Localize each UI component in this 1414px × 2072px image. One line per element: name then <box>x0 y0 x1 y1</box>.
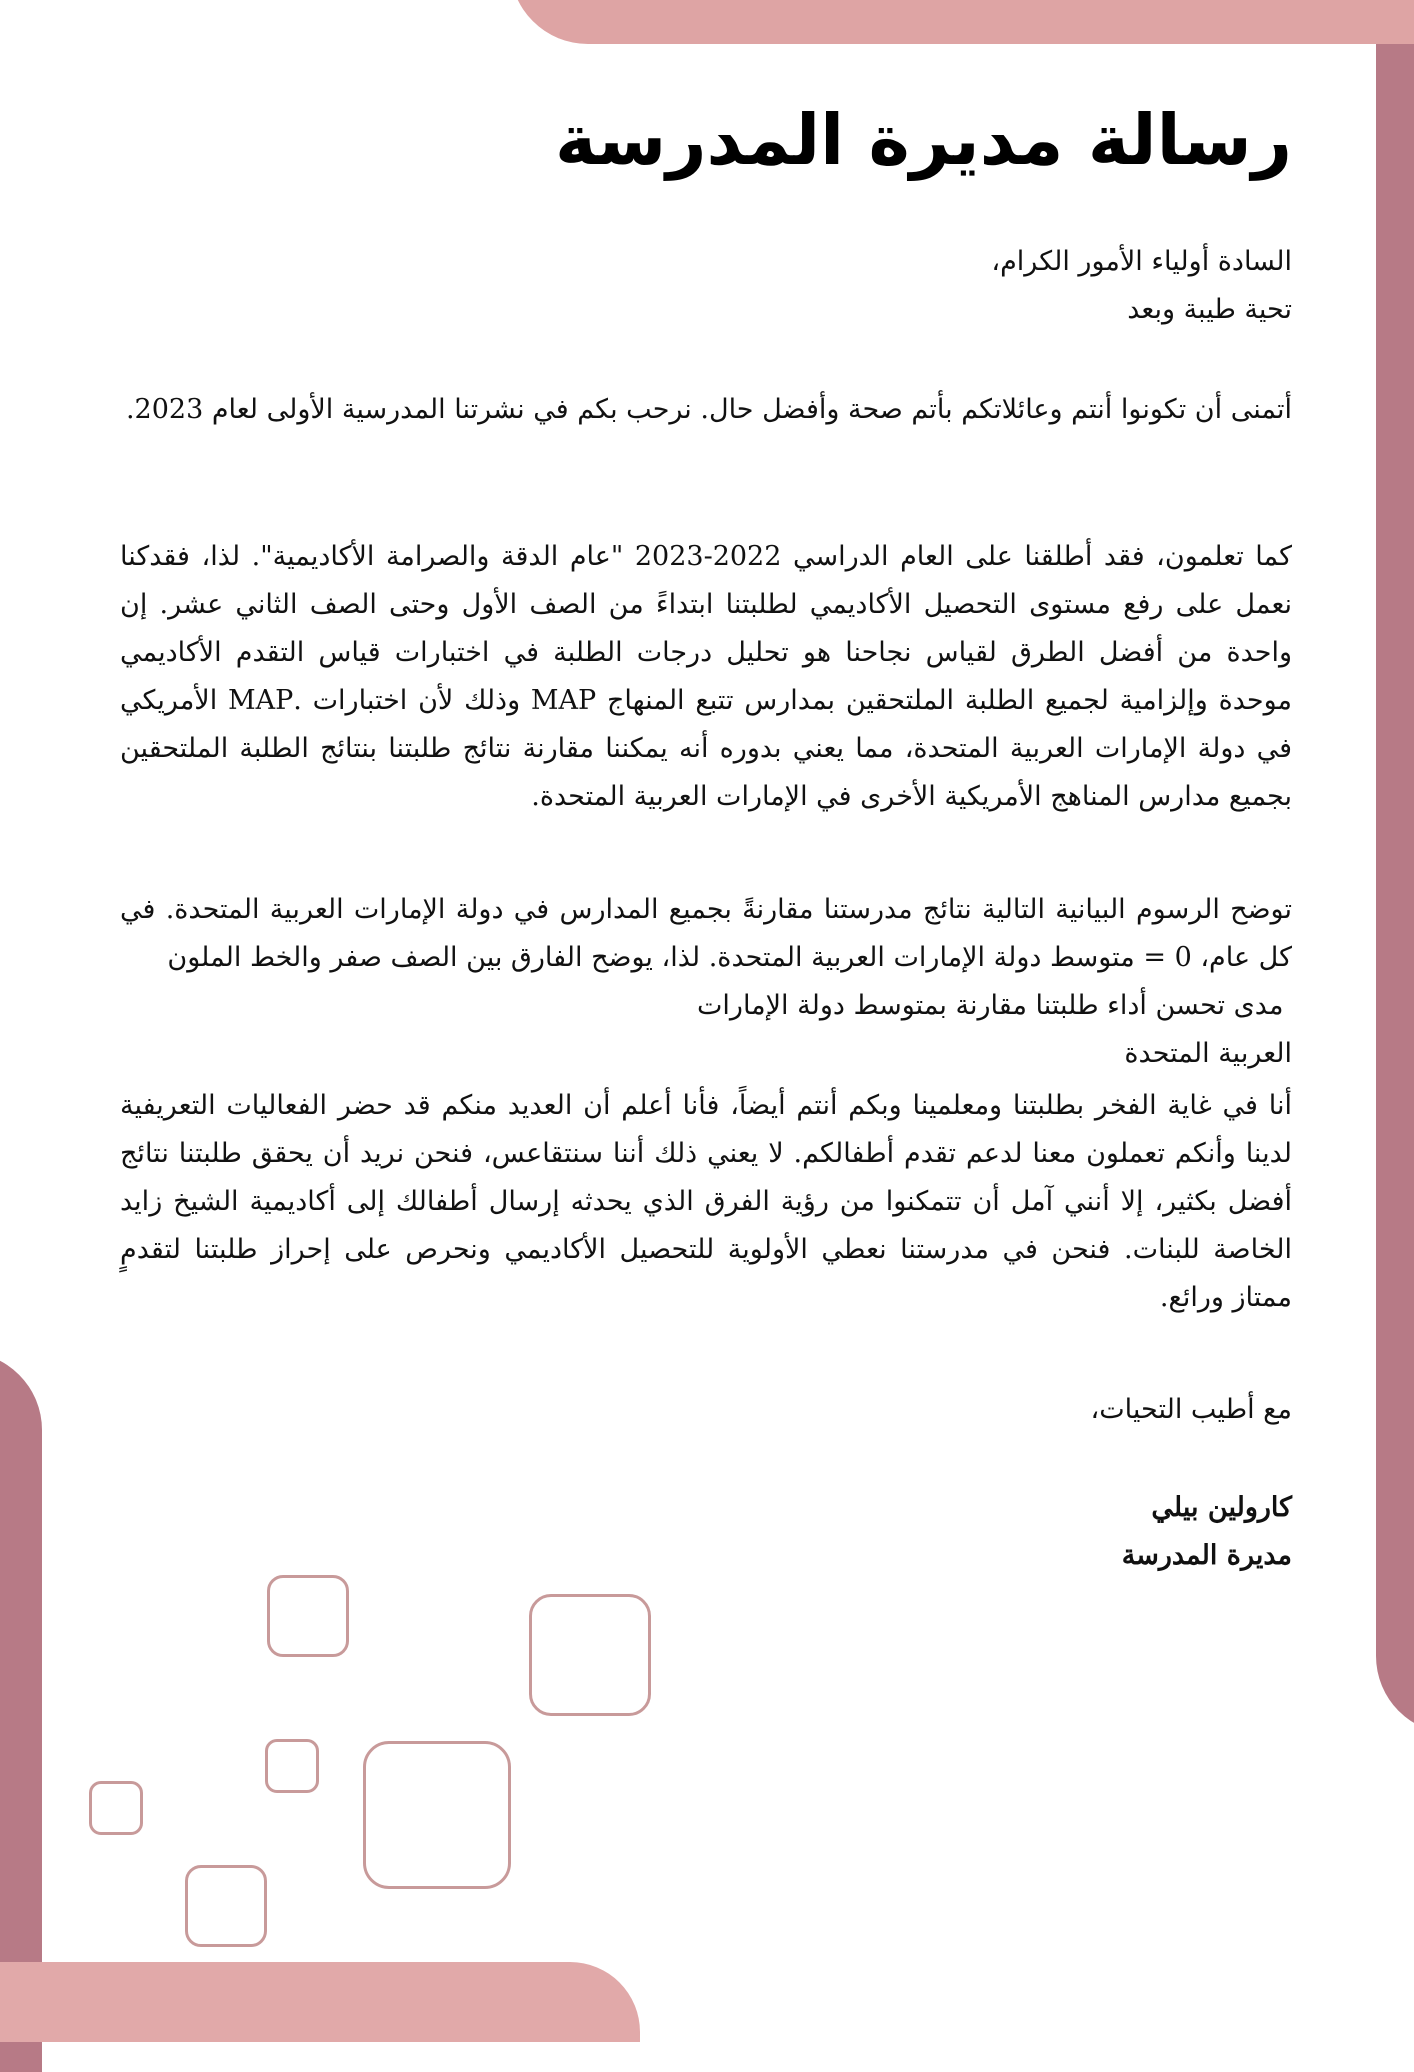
decorative-square <box>529 1594 651 1716</box>
decorative-square <box>89 1781 143 1835</box>
decorative-square <box>265 1739 319 1793</box>
right-decorative-band <box>1376 44 1414 1734</box>
page-title: رسالة مديرة المدرسة <box>554 99 1292 181</box>
top-decorative-band <box>510 0 1414 44</box>
signature-name: كارولين بيلي <box>1151 1492 1292 1523</box>
decorative-square <box>267 1575 349 1657</box>
results-paragraph-line: العربية المتحدة <box>1124 1038 1292 1069</box>
pride-paragraph: أنا في غاية الفخر بطلبتنا ومعلمينا وبكم أنتم أيضاً، فأنا أعلم أن العديد منكم قد حضر الفعاليات التعريفية لدينا وأنكم تعملون معنا لدعم تقدم أطفالكم. لا يعني ذلك أننا سنتقاعس، فنحن نريد أن يحقق طلبتنا نتائج أفضل بكثير، إلا أنني آمل أن تتمكنوا من رؤية الفرق الذي يحدثه إرسال أطفالك إلى أكاديمية الشيخ زايد الخاصة للبنات. فنحن في مدرستنا نعطي الأولوية للتحصيل الأكاديمي ونحرص على إحراز طلبتنا لتقدمٍ ممتاز ورائع. <box>120 1090 1292 1313</box>
results-paragraph-text: توضح الرسوم البيانية التالية نتائج مدرستنا مقارنةً بجميع المدارس في دولة الإمارات العربية المتحدة. في كل عام، 0 = متوسط دولة الإمارات العربية المتحدة. لذا، يوضح الفارق بين الصف صفر والخط الملون <box>120 894 1292 973</box>
intro-paragraph: أتمنى أن تكونوا أنتم وعائلاتكم بأتم صحة وأفضل حال. نرحب بكم في نشرتنا المدرسية الأولى لعام 2023. <box>125 394 1292 425</box>
greeting-line: تحية طيبة وبعد <box>1127 294 1292 325</box>
salutation-line: السادة أولياء الأمور الكرام، <box>991 246 1292 277</box>
signature <box>120 1484 1292 1580</box>
results-paragraph <box>120 886 1292 1078</box>
decorative-square <box>185 1865 267 1947</box>
academic-rigor-paragraph: كما تعلمون، فقد أطلقنا على العام الدراسي 2022-2023 "عام الدقة والصرامة الأكاديمية". لذا، فقدكنا نعمل على رفع مستوى التحصيل الأكاديمي لطلبتنا ابتداءً من الصف الأول وحتى الصف الثاني عشر. إن واحدة من أفضل الطرق لقياس نجاحنا هو تحليل درجات الطلبة في اختبارات قياس التقدم الأكاديمي موحدة وإلزامية لجميع الطلبة الملتحقين بمدارس تتبع المنهاج MAP وذلك لأن اختبارات .MAP الأمريكي في دولة الإمارات العربية المتحدة، مما يعني بدوره أنه يمكننا مقارنة نتائج طلبتنا بنتائج الطلبة الملتحقين بجميع مدارس المناهج الأمريكية الأخرى في الإمارات العربية المتحدة. <box>120 541 1293 812</box>
salutation <box>120 238 1292 334</box>
results-paragraph-line: مدى تحسن أداء طلبتنا مقارنة بمتوسط دولة الإمارات <box>697 990 1292 1021</box>
bottom-decorative-band <box>0 1962 640 2042</box>
closing: مع أطيب التحيات، <box>1090 1394 1292 1425</box>
signature-role: مديرة المدرسة <box>1121 1540 1292 1571</box>
decorative-square <box>363 1741 511 1889</box>
